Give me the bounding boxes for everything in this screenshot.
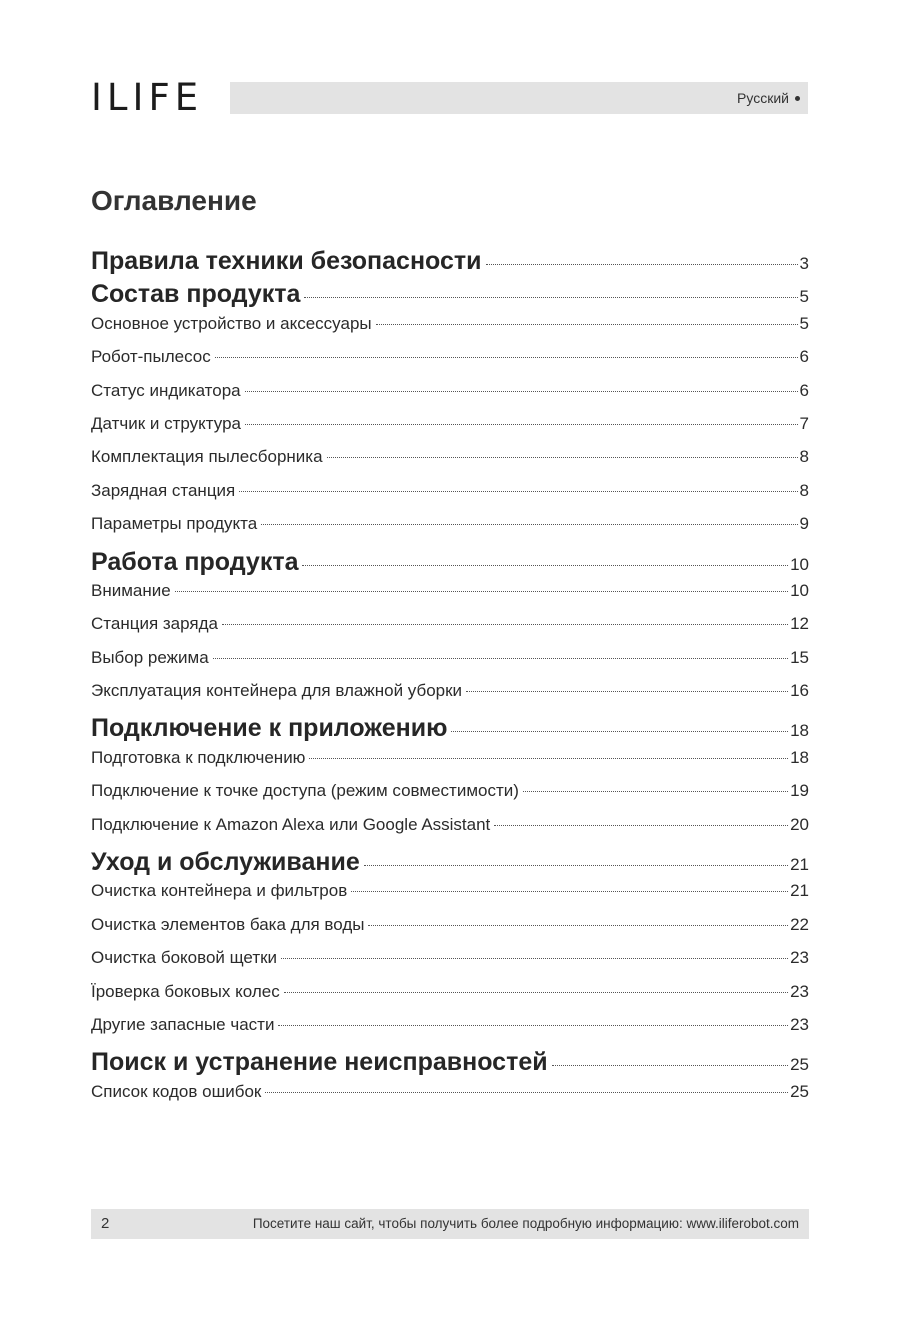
toc-section-entry[interactable] [91,548,809,581]
toc-section-entry[interactable] [91,247,809,280]
toc-subsection-entry[interactable] [91,381,809,414]
page-footer [91,1209,809,1239]
dot-leader [284,992,788,993]
dot-leader [175,591,788,592]
dot-leader [281,958,788,959]
dot-leader [261,524,797,525]
toc-entry-page-number: 15 [790,647,809,667]
toc-entry-label: Список кодов ошибок [91,1081,262,1101]
toc-subsection-entry[interactable] [91,347,809,380]
toc-entry-page-number: 19 [790,781,809,801]
toc-entry-label: Статус индикатора [91,380,241,400]
toc-subsection-entry[interactable] [91,447,809,480]
dot-leader [451,731,788,732]
dot-leader [494,825,788,826]
dot-leader [215,357,798,358]
toc-entry-label: Состав продукта [91,280,301,309]
toc-entry-page-number: 22 [790,914,809,934]
toc-entry-label: Датчик и структура [91,413,241,433]
toc-subsection-entry[interactable] [91,781,809,814]
dot-leader [309,758,788,759]
toc-subsection-entry[interactable] [91,414,809,447]
toc-subsection-entry[interactable] [91,614,809,647]
toc-entry-label: Комплектация пылесборника [91,447,323,467]
toc-section-entry[interactable] [91,714,809,747]
toc-entry-page-number: 8 [799,480,809,500]
toc-entry-label: Эксплуатация контейнера для влажной уборки [91,681,463,701]
toc-entry-label: Станция заряда [91,614,218,634]
dot-leader [278,1025,788,1026]
toc-entry-label: Поиск и устранение неисправностей [91,1048,548,1077]
toc-entry-label: Їроверка боковых колес [91,981,280,1001]
toc-entry-label: Параметры продукта [91,514,258,534]
toc-entry-page-number: 8 [799,447,809,467]
toc-subsection-entry[interactable] [91,815,809,848]
toc-entry-page-number: 16 [790,681,809,701]
toc-entry-page-number: 3 [799,254,809,273]
dot-leader [302,565,788,566]
dot-leader [245,391,798,392]
dot-leader [466,691,788,692]
page-header [91,76,808,119]
toc-entry-page-number: 6 [799,347,809,367]
toc-entry-label: Подготовка к подключению [91,747,306,767]
dot-leader [327,457,798,458]
dot-leader [245,424,798,425]
toc-subsection-entry[interactable] [91,581,809,614]
toc-subsection-entry[interactable] [91,982,809,1015]
toc-subsection-entry[interactable] [91,314,809,347]
toc-entry-page-number: 18 [790,747,809,767]
dot-leader [523,791,788,792]
dot-leader [265,1092,788,1093]
toc-section-entry[interactable] [91,848,809,881]
footer-page-number: 2 [101,1215,110,1232]
toc-entry-page-number: 21 [790,881,809,901]
toc-entry-page-number: 5 [799,287,809,307]
toc-entry-page-number: 25 [790,1055,809,1075]
toc-entry-label: Правила техники безопасности [91,247,482,275]
toc-subsection-entry[interactable] [91,481,809,514]
toc-entry-label: Другие запасные части [91,1014,275,1034]
toc-subsection-entry[interactable] [91,681,809,714]
toc-subsection-entry[interactable] [91,748,809,781]
dot-leader [368,925,788,926]
toc-subsection-entry[interactable] [91,948,809,981]
dot-leader [351,891,788,892]
toc-entry-label: Подключение к точке доступа (режим совместимости) [91,781,519,801]
toc-entry-label: Робот-пылесос [91,347,211,367]
toc-entry-page-number: 25 [790,1081,809,1101]
dot-leader [552,1065,788,1066]
toc-entry-page-number: 23 [790,1014,809,1034]
dot-leader [213,658,788,659]
language-text: Русский [737,90,789,106]
toc-entry-label: Очистка контейнера и фильтров [91,881,348,901]
dot-leader [304,297,797,298]
toc-section-entry[interactable] [91,280,809,313]
toc-entry-label: Основное устройство и аксессуары [91,313,372,333]
toc-entry-label: Выбор режима [91,647,209,667]
toc-entry-page-number: 6 [799,380,809,400]
toc-entry-page-number: 18 [790,721,809,741]
toc-entry-label: Очистка боковой щетки [91,948,278,968]
toc-entry-page-number: 23 [790,948,809,968]
header-bar [230,82,808,114]
language-label [737,82,800,114]
toc-subsection-entry[interactable] [91,1015,809,1048]
toc-entry-label: Подключение к Amazon Alexa или Google Assistant [91,814,491,834]
toc-subsection-entry[interactable] [91,514,809,547]
dot-leader [376,324,798,325]
bullet-icon [795,96,800,101]
toc-entry-page-number: 7 [799,413,809,433]
toc-entry-page-number: 12 [790,614,809,634]
toc-entry-label: Работа продукта [91,547,299,576]
toc-entry-page-number: 10 [790,580,809,600]
dot-leader [364,865,788,866]
brand-logo: ILIFE [91,76,204,119]
dot-leader [239,491,797,492]
toc-entry-page-number: 21 [790,855,809,875]
toc-subsection-entry[interactable] [91,881,809,914]
toc-section-entry[interactable] [91,1048,809,1081]
toc-entry-label: Зарядная станция [91,480,236,500]
toc-entry-label: Подключение к приложению [91,714,448,743]
toc-entry-page-number: 20 [790,814,809,834]
toc-title: Оглавление [91,185,257,216]
toc-list [91,247,809,1115]
toc-subsection-entry[interactable] [91,648,809,681]
toc-subsection-entry[interactable] [91,915,809,948]
toc-entry-label: Уход и обслуживание [91,848,360,877]
dot-leader [486,264,798,265]
dot-leader [222,624,788,625]
toc-subsection-entry[interactable] [91,1082,809,1115]
toc-entry-page-number: 10 [790,554,809,574]
toc-entry-page-number: 23 [790,981,809,1001]
toc-entry-page-number: 5 [799,313,809,333]
footer-website-note: Посетите наш сайт, чтобы получить более подробную информацию: www.iliferobot.com [252,1216,799,1231]
toc-entry-label: Внимание [91,580,171,600]
toc-entry-label: Очистка элементов бака для воды [91,914,365,934]
toc-entry-page-number: 9 [799,514,809,534]
